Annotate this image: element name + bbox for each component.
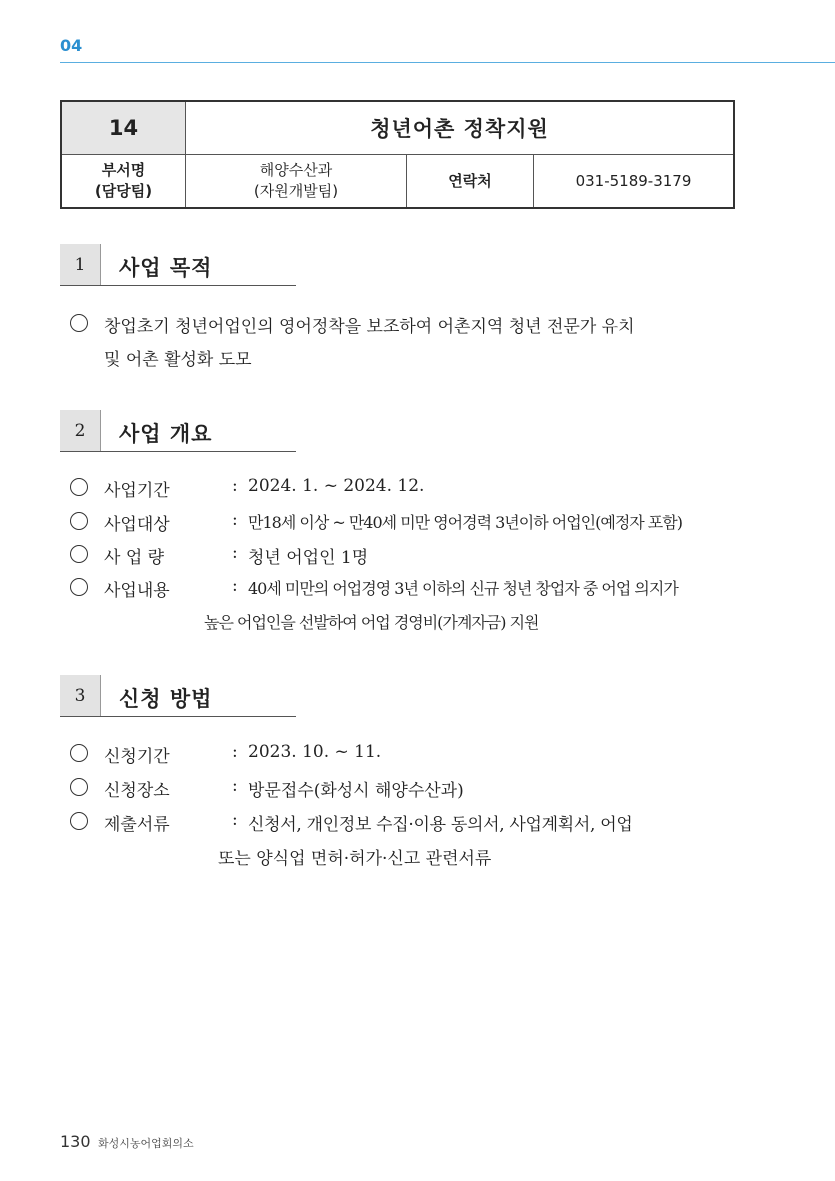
list-item-text: 창업초기 청년어업인의 영어정착을 보조하여 어촌지역 청년 전문가 유치 bbox=[104, 317, 635, 337]
section-underline bbox=[60, 451, 296, 452]
item-value: 방문접수(화성시 해양수산과) bbox=[248, 781, 464, 801]
section-title: 사업 개요 bbox=[119, 422, 213, 446]
chapter-number: 04 bbox=[60, 36, 83, 55]
section-number: 2 bbox=[60, 410, 101, 452]
circle-bullet-icon bbox=[70, 314, 88, 332]
page-number: 130 bbox=[60, 1132, 91, 1151]
contact-label: 연락처 bbox=[407, 155, 534, 209]
item-colon: : bbox=[232, 810, 238, 830]
project-title: 청년어촌 정착지원 bbox=[186, 101, 735, 155]
section-underline bbox=[60, 716, 296, 717]
publisher-name: 화성시농어업회의소 bbox=[98, 1137, 194, 1150]
item-label: 사 업 량 bbox=[104, 548, 165, 568]
circle-bullet-icon bbox=[70, 545, 88, 563]
list-item-continuation: 및 어촌 활성화 도모 bbox=[104, 350, 252, 370]
item-label: 사업기간 bbox=[104, 481, 170, 501]
item-colon: : bbox=[232, 510, 238, 530]
item-colon: : bbox=[232, 476, 238, 496]
project-number: 14 bbox=[61, 101, 186, 155]
header-rule bbox=[60, 62, 835, 63]
section-2-header bbox=[60, 410, 296, 452]
dept-label-line1: 부서명 bbox=[101, 161, 146, 179]
circle-bullet-icon bbox=[70, 478, 88, 496]
dept-value bbox=[186, 155, 407, 209]
item-label: 신청기간 bbox=[104, 747, 170, 767]
list-item-continuation: 높은 어업인을 선발하여 어업 경영비(가계자금) 지원 bbox=[204, 613, 539, 632]
item-label: 제출서류 bbox=[104, 815, 170, 835]
section-number: 3 bbox=[60, 675, 101, 717]
section-underline bbox=[60, 285, 296, 286]
item-value: 신청서, 개인정보 수집·이용 동의서, 사업계획서, 어업 bbox=[248, 815, 633, 835]
item-value: 2024. 1. ~ 2024. 12. bbox=[248, 476, 425, 496]
item-colon: : bbox=[232, 576, 238, 596]
circle-bullet-icon bbox=[70, 778, 88, 796]
section-number: 1 bbox=[60, 244, 101, 286]
info-table bbox=[60, 100, 735, 209]
dept-label-line2: (담당팀) bbox=[94, 182, 153, 200]
section-1-header bbox=[60, 244, 296, 286]
dept-value-line1: 해양수산과 bbox=[259, 161, 333, 179]
list-item-continuation: 또는 양식업 면허·허가·신고 관련서류 bbox=[218, 849, 492, 869]
item-colon: : bbox=[232, 776, 238, 796]
item-value: 2023. 10. ~ 11. bbox=[248, 742, 382, 762]
circle-bullet-icon bbox=[70, 744, 88, 762]
circle-bullet-icon bbox=[70, 812, 88, 830]
section-title: 사업 목적 bbox=[119, 256, 213, 280]
circle-bullet-icon bbox=[70, 512, 88, 530]
item-label: 사업대상 bbox=[104, 515, 170, 535]
item-label: 신청장소 bbox=[104, 781, 170, 801]
item-value: 청년 어업인 1명 bbox=[248, 548, 369, 568]
item-value: 만18세 이상 ~ 만40세 미만 영어경력 3년이하 어업인(예정자 포함) bbox=[248, 513, 682, 532]
item-label: 사업내용 bbox=[104, 581, 170, 601]
item-colon: : bbox=[232, 742, 238, 762]
circle-bullet-icon bbox=[70, 578, 88, 596]
dept-label bbox=[61, 155, 186, 209]
item-value: 40세 미만의 어업경영 3년 이하의 신규 청년 창업자 중 어업 의지가 bbox=[248, 579, 678, 598]
dept-value-line2: (자원개발팀) bbox=[253, 182, 339, 200]
section-3-header bbox=[60, 675, 296, 717]
section-title: 신청 방법 bbox=[119, 687, 213, 711]
contact-value: 031-5189-3179 bbox=[534, 155, 735, 209]
item-colon: : bbox=[232, 543, 238, 563]
